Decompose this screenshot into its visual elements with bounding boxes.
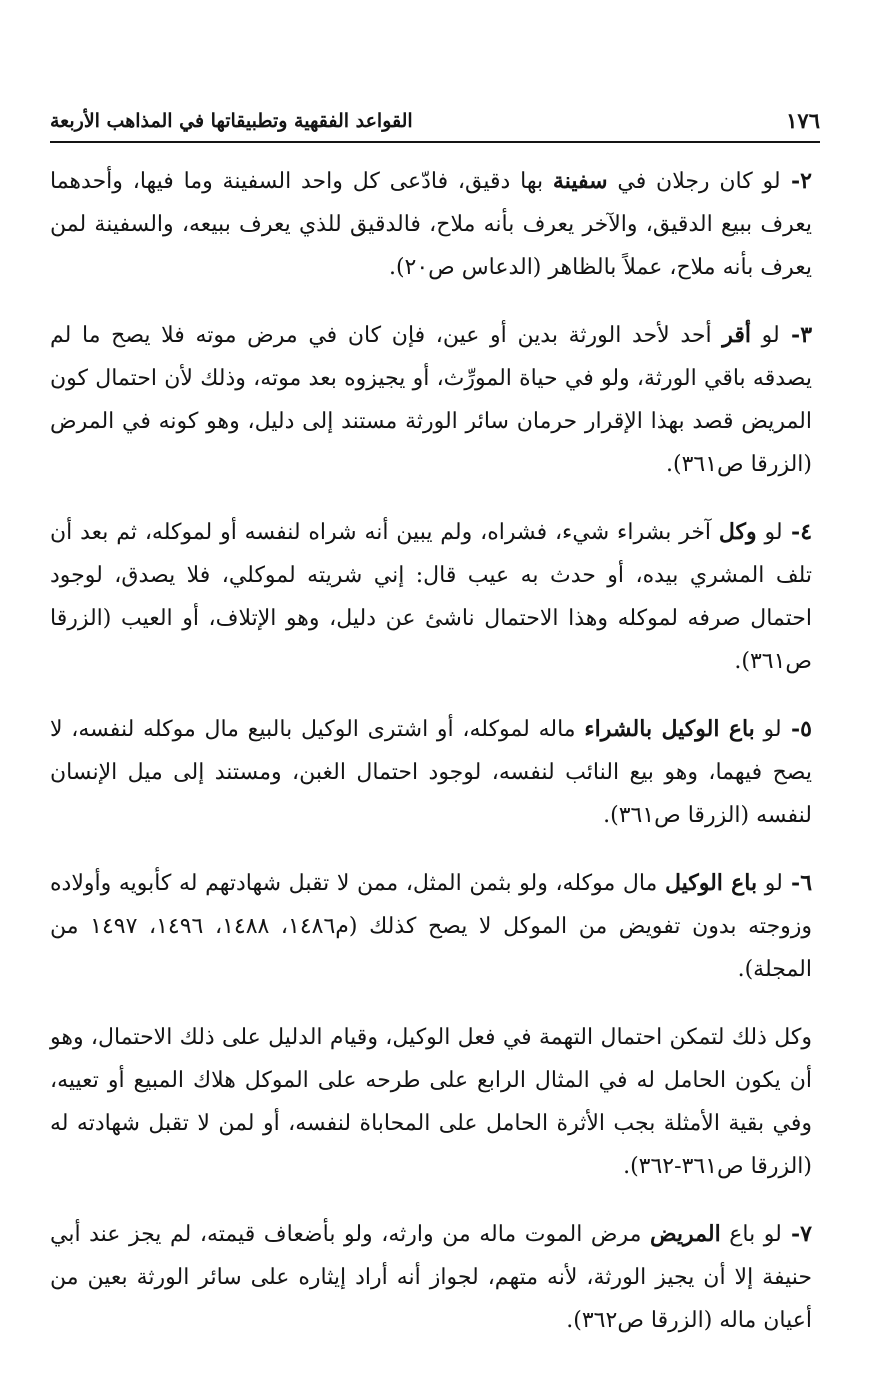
paragraph-4 xyxy=(50,511,812,683)
paragraph-lead: لو كان رجلان في xyxy=(607,169,781,194)
paragraph-number: ٤- xyxy=(782,519,813,545)
paragraph-text: آخر بشراء شيء، فشراه، ولم يبين أنه شراه لنفسه أو لموكله، ثم بعد أن تلف المشري بيده، أو حدث به عيب قال: إني شريته لموكلي، فلا يصدق، لوجود احتمال صرفه لموكله وهذا الاحتمال ناشئ عن دليل، وهو الإتلاف، أو العيب (الزرقا ص٣٦١). xyxy=(50,520,812,674)
page-body xyxy=(50,160,812,1342)
paragraph-lead: لو باع xyxy=(720,1222,782,1247)
paragraph-lead: لو xyxy=(754,717,782,742)
header-divider xyxy=(50,141,820,143)
paragraph-text: مرض الموت ماله من وارثه، ولو بأضعاف قيمته، لم يجز عند أبي حنيفة إلا أن يجيز الورثة، لأنه متهم، لجواز أنه أراد إيثاره على سائر الورثة بعين من أعيان ماله (الزرقا ص٣٦٢). xyxy=(50,1222,812,1333)
paragraph-keyword: باع الوكيل xyxy=(664,870,758,896)
paragraph-keyword: سفينة xyxy=(552,168,608,194)
paragraph-5 xyxy=(50,708,812,837)
paragraph-number: ٣- xyxy=(779,322,813,348)
running-header xyxy=(50,100,820,136)
paragraph-lead: لو xyxy=(757,871,783,896)
paragraph-commentary xyxy=(50,1016,812,1188)
paragraph-keyword: أقر xyxy=(722,322,752,348)
paragraph-keyword: المريض xyxy=(649,1221,721,1247)
paragraph-2 xyxy=(50,160,812,289)
paragraph-number: ٧- xyxy=(781,1221,812,1247)
paragraph-keyword: وكل xyxy=(718,519,757,545)
paragraph-6 xyxy=(50,862,812,991)
paragraph-lead: لو xyxy=(751,323,780,348)
paragraph-lead: وكل ذلك لتمكن احتمال التهمة في فعل الوكيل، وقيام الدليل على ذلك الاحتمال، وهو أن يكون الحامل له في المثال الرابع على طرحه على الموكل هلاك المبيع أو تعييه، وفي بقية الأمثلة بجب الأثرة الحامل على المحاباة لنفسه، أو لمن لا تقبل شهادته له (الزرقا ص٣٦١-٣٦٢). xyxy=(50,1025,812,1179)
paragraph-3 xyxy=(50,314,812,486)
paragraph-text: أحد لأحد الورثة بدين أو عين، فإن كان في مرض موته فلا يصح ما لم يصدقه باقي الورثة، ولو في حياة المورِّث، أو يجيزوه بعد موته، وذلك لأن احتمال كون المريض قصد بهذا الإقرار حرمان سائر الورثة مستند إلى دليل، وهو كونه في المرض (الزرقا ص٣٦١). xyxy=(50,323,812,477)
paragraph-text: مال موكله، ولو بثمن المثل، ممن لا تقبل شهادتهم له كأبويه وأولاده وزوجته بدون تفويض من الموكل لا يصح كذلك (م١٤٨٦، ١٤٨٨، ١٤٩٦، ١٤٩٧ من المجلة). xyxy=(50,871,813,982)
paragraph-text: ماله لموكله، أو اشترى الوكيل بالبيع مال موكله لنفسه، لا يصح فيهما، وهو بيع النائب لنفسه، لوجود احتمال الغبن، ومستند إلى ميل الإنسان لنفسه (الزرقا ص٣٦١). xyxy=(50,717,812,828)
book-title: القواعد الفقهية وتطبيقاتها في المذاهب الأربعة xyxy=(50,110,413,132)
paragraph-number: ٦- xyxy=(782,870,813,896)
paragraph-7 xyxy=(50,1213,812,1342)
page-number: ١٧٦ xyxy=(786,108,820,133)
paragraph-text: بها دقيق، فادّعى كل واحد السفينة وما فيها، وأحدهما يعرف ببيع الدقيق، والآخر يعرف بأنه ملاح، فالدقيق للذي يعرف ببيعه، والسفينة لمن يعرف بأنه ملاح، عملاً بالظاهر (الدعاس ص٢٠). xyxy=(50,169,812,280)
paragraph-lead: لو xyxy=(756,520,783,545)
paragraph-number: ٢- xyxy=(780,168,812,194)
paragraph-number: ٥- xyxy=(781,716,812,742)
paragraph-keyword: باع الوكيل بالشراء xyxy=(584,716,755,742)
